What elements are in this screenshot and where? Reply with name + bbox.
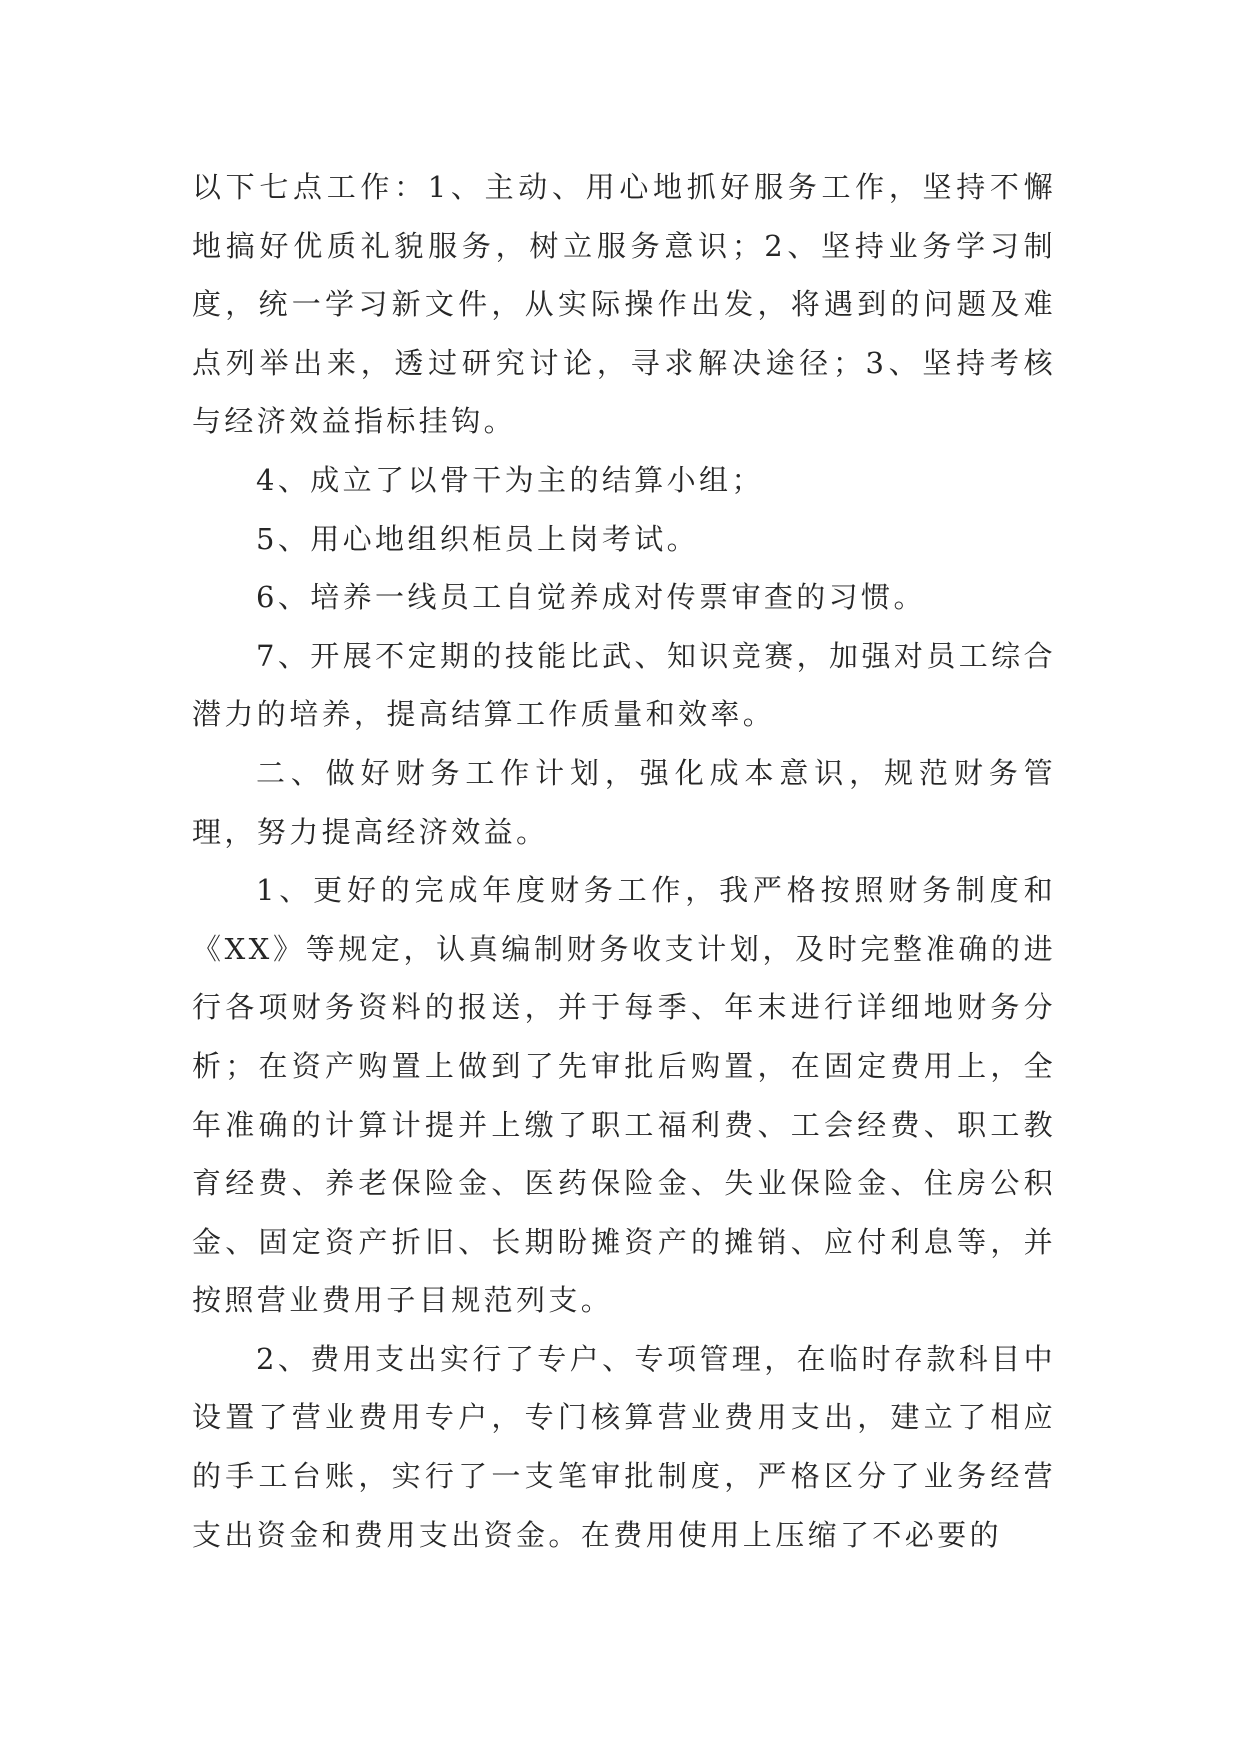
section-heading-finance: 二、做好财务工作计划，强化成本意识，规范财务管理，努力提高经济效益。 — [192, 755, 1056, 849]
paragraph-item-4: 4、成立了以骨干为主的结算小组； — [256, 462, 764, 497]
paragraph-item-7: 7、开展不定期的技能比武、知识竞赛，加强对员工综合潜力的培养，提高结算工作质量和效率。 — [192, 638, 1056, 732]
paragraph-finance-2: 2、费用支出实行了专户、专项管理，在临时存款科目中设置了营业费用专户，专门核算营业费用支出，建立了相应的手工台账，实行了一支笔审批制度，严格区分了业务经营支出资金和费用支出资金。在费用使用上压缩了不必要的 — [192, 1341, 1056, 1552]
document-body — [192, 158, 1056, 1564]
paragraph-item-5: 5、用心地组织柜员上岗考试。 — [256, 521, 700, 556]
paragraph-work-points: 以下七点工作：1、主动、用心地抓好服务工作，坚持不懈地搞好优质礼貌服务，树立服务意识；2、坚持业务学习制度，统一学习新文件，从实际操作出发，将遇到的问题及难点列举出来，透过研究讨论，寻求解决途径；3、坚持考核与经济效益指标挂钩。 — [192, 170, 1056, 439]
paragraph-finance-1: 1、更好的完成年度财务工作，我严格按照财务制度和《XX》等规定，认真编制财务收支计划，及时完整准确的进行各项财务资料的报送，并于每季、年末进行详细地财务分析；在资产购置上做到了先审批后购置，在固定费用上，全年准确的计算计提并上缴了职工福利费、工会经费、职工教育经费、养老保险金、医药保险金、失业保险金、住房公积金、固定资产折旧、长期盼摊资产的摊销、应付利息等，并按照营业费用子目规范列支。 — [192, 873, 1056, 1318]
paragraph-item-6: 6、培养一线员工自觉养成对传票审查的习惯。 — [256, 580, 926, 615]
